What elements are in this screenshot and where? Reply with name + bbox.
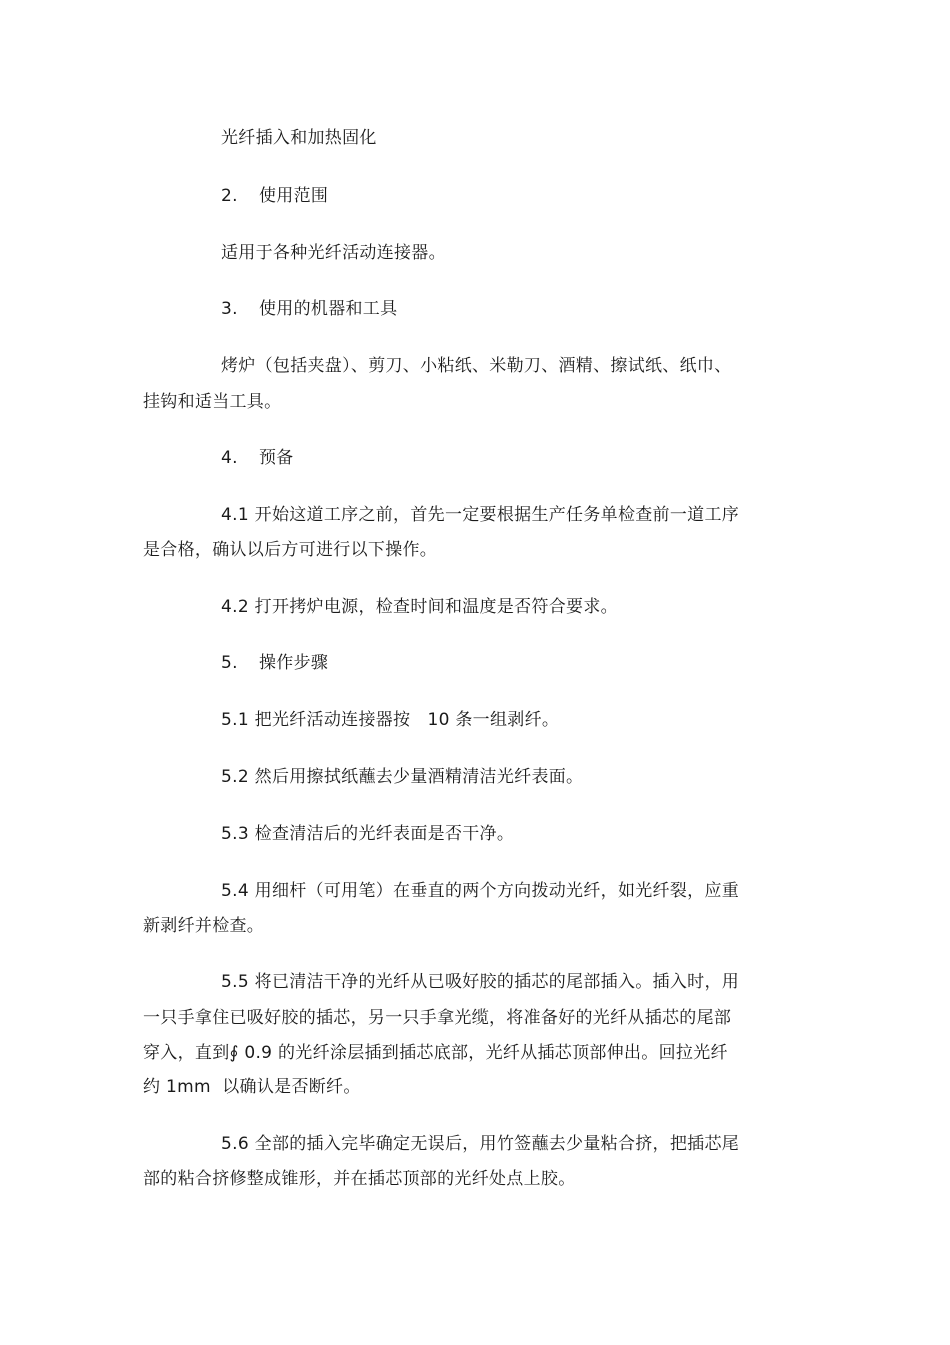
paragraph-5-5-line-4: 约 1mm 以确认是否断纤。 bbox=[143, 1077, 361, 1097]
paragraph-5-2: 5.2 然后用擦拭纸蘸去少量酒精清洁光纤表面。 bbox=[221, 767, 584, 787]
paragraph-4-2: 4.2 打开拷炉电源，检查时间和温度是否符合要求。 bbox=[221, 597, 618, 617]
paragraph-5-1: 5.1 把光纤活动连接器按 10 条一组剥纤。 bbox=[221, 710, 560, 730]
section-3-body-line-1: 烤炉（包括夹盘）、剪刀、小粘纸、米勒刀、酒精、擦试纸、纸巾、 bbox=[221, 356, 732, 376]
section-5-number: 5. bbox=[221, 653, 238, 673]
section-3-body-line-2: 挂钩和适当工具。 bbox=[143, 392, 282, 412]
paragraph-4-1-line-2: 是合格，确认以后方可进行以下操作。 bbox=[143, 540, 438, 560]
section-3-heading bbox=[221, 299, 397, 319]
section-2-body: 适用于各种光纤活动连接器。 bbox=[221, 243, 446, 263]
section-4-title: 预备 bbox=[259, 448, 294, 468]
section-2-title: 使用范围 bbox=[259, 186, 329, 206]
paragraph-5-5-line-3: 穿入，直到∮ 0.9 的光纤涂层插到插芯底部，光纤从插芯顶部伸出。回拉光纤 bbox=[143, 1043, 728, 1063]
doc-title: 光纤插入和加热固化 bbox=[221, 128, 377, 148]
section-4-number: 4. bbox=[221, 448, 238, 468]
section-3-number: 3. bbox=[221, 299, 238, 319]
paragraph-5-5-line-1: 5.5 将已清洁干净的光纤从已吸好胶的插芯的尾部插入。插入时，用 bbox=[221, 972, 740, 992]
paragraph-4-1-line-1: 4.1 开始这道工序之前，首先一定要根据生产任务单检查前一道工序 bbox=[221, 505, 740, 525]
paragraph-5-6-line-2: 部的粘合挤修整成锥形，并在插芯顶部的光纤处点上胶。 bbox=[143, 1169, 576, 1189]
paragraph-5-3: 5.3 检查清洁后的光纤表面是否干净。 bbox=[221, 824, 515, 844]
paragraph-5-4-line-2: 新剥纤并检查。 bbox=[143, 916, 265, 936]
section-3-title: 使用的机器和工具 bbox=[259, 299, 398, 319]
section-4-heading bbox=[221, 448, 294, 468]
section-5-heading bbox=[221, 653, 328, 673]
paragraph-5-5-line-2: 一只手拿住已吸好胶的插芯，另一只手拿光缆，将准备好的光纤从插芯的尾部 bbox=[143, 1008, 732, 1028]
section-2-heading bbox=[221, 186, 328, 206]
section-2-number: 2. bbox=[221, 186, 238, 206]
paragraph-5-4-line-1: 5.4 用细杆（可用笔）在垂直的两个方向拨动光纤，如光纤裂，应重 bbox=[221, 881, 740, 901]
section-5-title: 操作步骤 bbox=[259, 653, 329, 673]
paragraph-5-6-line-1: 5.6 全部的插入完毕确定无误后，用竹签蘸去少量粘合挤，把插芯尾 bbox=[221, 1134, 740, 1154]
